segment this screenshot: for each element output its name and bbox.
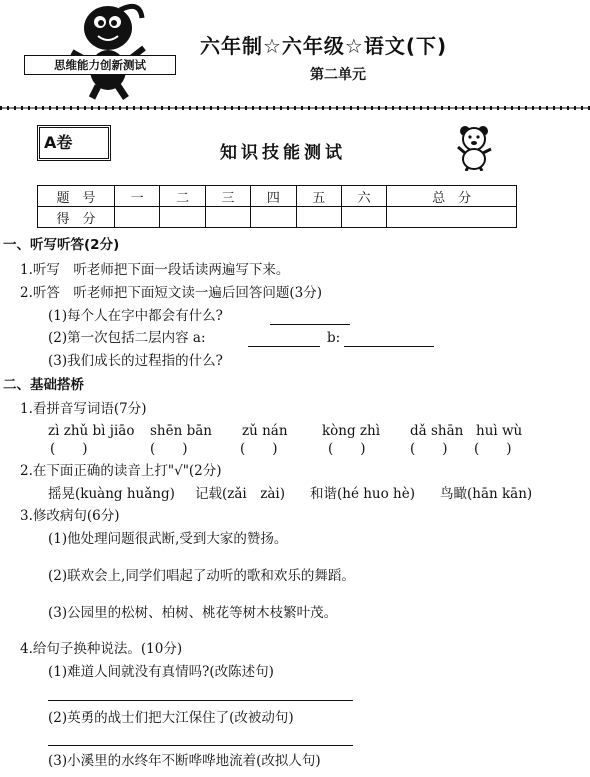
part1-heading: 一、听写听答(2分) [3,237,120,253]
part1-q2-2b: b: [327,330,341,346]
answer-line[interactable] [48,745,353,746]
answer-blank[interactable] [344,331,434,347]
score-table [37,185,517,228]
score-input-cell[interactable] [296,207,341,228]
pinyin-item: shēn bān [150,423,212,439]
part2-q3-3: (3)公园里的松树、柏树、桃花等树木枝繁叶茂。 [48,605,338,621]
reading-item[interactable]: 摇晃(kuàng huǎng) [48,486,175,502]
logo-text-box: 思维能力创新测试 [24,55,176,75]
table-cell: 题 号 [38,186,115,207]
table-cell: 三 [205,186,250,207]
table-cell: 总 分 [387,186,517,207]
part2-q3: 3.修改病句(6分) [20,508,120,524]
pinyin-item: zì zhǔ bì jiāo [48,423,135,439]
part2-q4-3: (3)小溪里的水终年不断哗哗地流着(改拟人句) [48,753,321,769]
part2-q3-1: (1)他处理问题很武断,受到大家的赞扬。 [48,531,288,547]
part2-q4-1: (1)难道人间就没有真情吗?(改陈述句) [48,664,274,680]
pinyin-item: kòng zhì [322,423,381,439]
score-input-cell[interactable] [341,207,386,228]
part1-q2-1: (1)每个人在字中都会有什么? [48,308,223,324]
score-input-cell[interactable] [205,207,250,228]
part2-q4-2: (2)英勇的战士们把大江保住了(改被动句) [48,710,294,726]
section-label: A卷 [44,133,73,152]
table-cell: 一 [115,186,160,207]
mascot-logo-image [60,0,155,100]
part2-q2: 2.在下面正确的读音上打"√"(2分) [20,463,222,479]
answer-paren[interactable]: ( ) [474,441,512,457]
section-title: 知识技能测试 [220,143,346,163]
page-subtitle: 第二单元 [310,67,366,83]
answer-line[interactable] [48,700,353,701]
answer-blank[interactable] [270,309,350,325]
table-cell: 五 [296,186,341,207]
pinyin-item: huì wù [476,423,523,439]
table-cell: 六 [341,186,386,207]
part2-heading: 二、基础搭桥 [3,377,84,393]
part2-q4: 4.给句子换种说法。(10分) [20,641,183,657]
decorative-divider [0,104,590,112]
part1-q2-3: (3)我们成长的过程指的什么? [48,353,223,369]
score-input-cell[interactable] [115,207,160,228]
answer-blank[interactable] [248,331,320,347]
answer-paren[interactable]: ( ) [50,441,88,457]
score-input-cell[interactable] [160,207,205,228]
score-input-cell[interactable] [251,207,296,228]
part1-q2-2a: (2)第一次包括二层内容 a: [48,330,206,346]
table-cell: 得 分 [38,207,115,228]
pinyin-item: zǔ nán [242,423,288,439]
table-cell: 二 [160,186,205,207]
page-title: 六年制☆六年级☆语文(下) [200,34,448,58]
table-cell: 四 [251,186,296,207]
score-table-score-row [38,207,517,228]
part1-q2: 2.听答 听老师把下面短文读一遍后回答问题(3分) [20,285,323,301]
answer-paren[interactable]: ( ) [150,441,188,457]
reading-item[interactable]: 记载(zǎi zài) [195,486,285,502]
score-table-header-row [38,186,517,207]
score-input-cell[interactable] [387,207,517,228]
answer-paren[interactable]: ( ) [240,441,278,457]
bear-mascot-image [455,123,495,171]
part1-q1: 1.听写 听老师把下面一段话读两遍写下来。 [20,262,290,278]
answer-paren[interactable]: ( ) [410,441,448,457]
pinyin-item: dǎ shān [410,423,464,439]
reading-item[interactable]: 和谐(hé huo hè) [310,486,416,502]
reading-item[interactable]: 鸟瞰(hān kān) [440,486,533,502]
part2-q3-2: (2)联欢会上,同学们唱起了动听的歌和欢乐的舞蹈。 [48,568,355,584]
answer-paren[interactable]: ( ) [328,441,366,457]
part2-q1: 1.看拼音写词语(7分) [20,401,147,417]
